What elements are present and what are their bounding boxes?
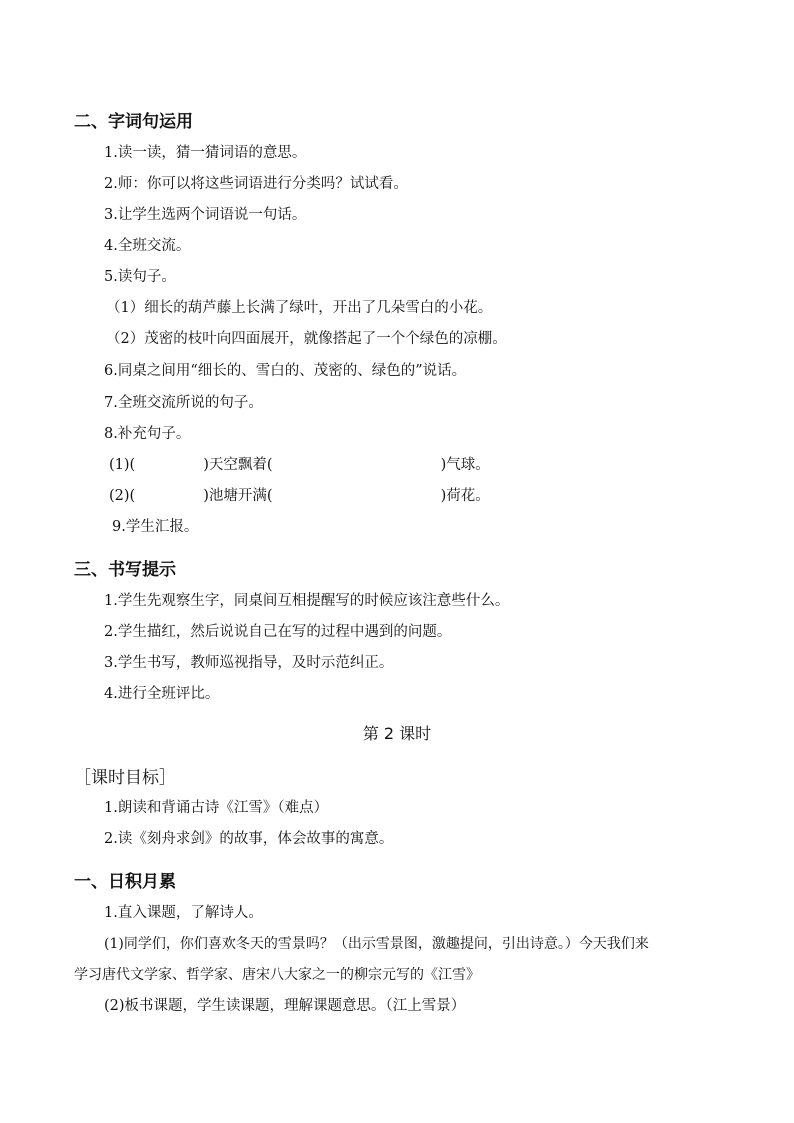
list-item: 1.读一读，猜一猜词语的意思。 [104,145,307,161]
fill-number: (1) [109,457,130,473]
open-paren: ( [266,457,273,473]
list-item: 2.师：你可以将这些词语进行分类吗？试试看。 [104,176,408,192]
list-item: 4.进行全班评比。 [104,686,220,702]
open-paren: ( [129,457,136,473]
list-item: 1.直入课题，了解诗人。 [104,905,263,921]
fill-in-sentence-2 [109,489,490,504]
list-item: 7.全班交流所说的句子。 [104,395,263,411]
fill-text: 荷花。 [446,488,490,504]
close-paren: ) [203,457,209,473]
list-item: 3.让学生选两个词语说一句话。 [104,207,307,223]
section-heading-writing-tips: 三、书写提示 [74,560,176,580]
close-paren: ) [203,488,209,504]
close-paren: ) [440,457,447,473]
list-item: 6.同桌之间用“细长的、雪白的、茂密的、绿色的”说话。 [104,363,467,379]
fill-number: (2) [109,488,130,504]
paragraph-line: (1)同学们，你们喜欢冬天的雪景吗？（出示雪景图，激趣提问，引出诗意。）今天我们来 [104,936,649,952]
paragraph-line: 学习唐代文学家、哲学家、唐宋八大家之一的柳宗元写的《江雪》 [74,967,480,983]
list-item: 4.全班交流。 [104,238,191,254]
lesson-goals-heading: ［课时目标］ [74,768,176,788]
lesson-title: 第 2 课时 [362,724,432,743]
sentence-item: （1）细长的葫芦藤上长满了绿叶，开出了几朵雪白的小花。 [106,300,493,316]
list-item: 5.读句子。 [104,269,176,285]
fill-text: 气球。 [446,457,490,473]
section-heading-daily-accumulation: 一、日积月累 [74,872,176,892]
section-heading-word-usage: 二、字词句运用 [74,112,193,132]
open-paren: ( [129,488,136,504]
paragraph-line: (2)板书课题，学生读课题，理解课题意思。（江上雪景） [104,998,466,1014]
open-paren: ( [266,488,273,504]
list-item: 2.学生描红，然后说说自己在写的过程中遇到的问题。 [104,624,452,640]
fill-in-sentence-1 [109,458,490,473]
goal-item: 1.朗读和背诵古诗《江雪》（难点） [104,800,329,816]
list-item: 3.学生书写，教师巡视指导，及时示范纠正。 [104,655,394,671]
fill-text: 天空飘着 [208,457,267,473]
list-item: 9.学生汇报。 [112,519,199,535]
list-item: 1.学生先观察生字，同桌间互相提醒写的时候应该注意些什么。 [104,593,510,609]
sentence-item: （2）茂密的枝叶向四面展开，就像搭起了一个个绿色的凉棚。 [106,331,507,347]
fill-text: 池塘开满 [208,488,267,504]
goal-item: 2.读《刻舟求剑》的故事，体会故事的寓意。 [104,831,394,847]
close-paren: ) [440,488,447,504]
list-item: 8.补充句子。 [104,426,191,442]
